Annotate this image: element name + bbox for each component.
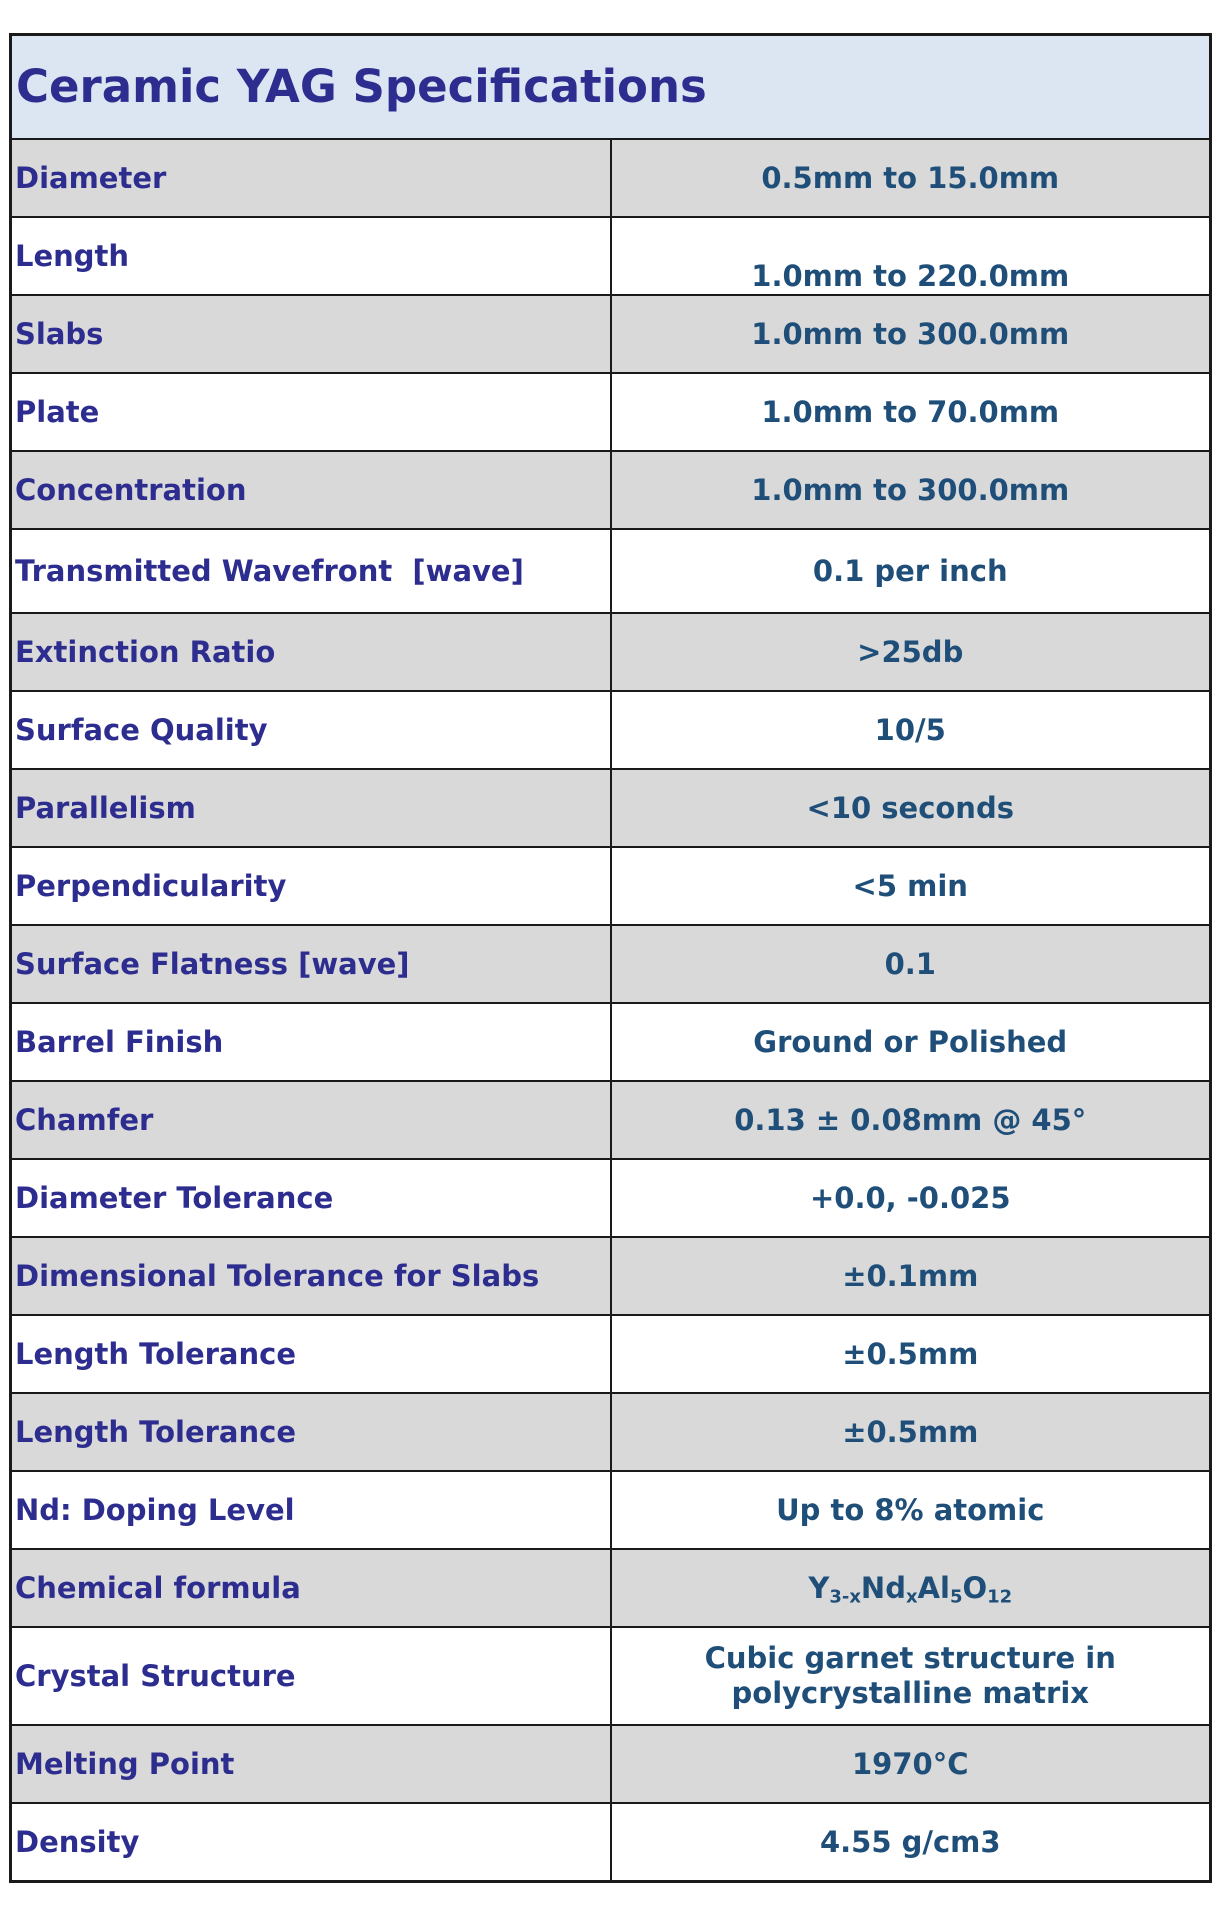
row-label: Parallelism <box>11 769 611 847</box>
value-line: Cubic garnet structure in <box>704 1641 1116 1676</box>
row-value: 0.5mm to 15.0mm <box>611 139 1211 217</box>
row-label: Dimensional Tolerance for Slabs <box>11 1237 611 1315</box>
row-value: +0.0, -0.025 <box>611 1159 1211 1237</box>
row-value: 1.0mm to 220.0mm <box>611 217 1211 295</box>
row-value: 10/5 <box>611 691 1211 769</box>
formula-subscript: 12 <box>987 1586 1013 1608</box>
row-value: <10 seconds <box>611 769 1211 847</box>
row-label: Extinction Ratio <box>11 613 611 691</box>
table-row <box>11 373 1211 451</box>
table-row <box>11 1471 1211 1549</box>
formula-part: Al <box>917 1570 950 1605</box>
row-value: Up to 8% atomic <box>611 1471 1211 1549</box>
row-label: Length Tolerance <box>11 1393 611 1471</box>
row-label: Chemical formula <box>11 1549 611 1627</box>
table-row <box>11 451 1211 529</box>
table-row <box>11 1315 1211 1393</box>
table-row <box>11 529 1211 613</box>
row-label: Barrel Finish <box>11 1003 611 1081</box>
row-label: Diameter <box>11 139 611 217</box>
row-value: 1.0mm to 300.0mm <box>611 295 1211 373</box>
table-row <box>11 1159 1211 1237</box>
row-label: Slabs <box>11 295 611 373</box>
row-value: ±0.5mm <box>611 1315 1211 1393</box>
table-row <box>11 295 1211 373</box>
value-line: polycrystalline matrix <box>731 1676 1089 1710</box>
row-label: Diameter Tolerance <box>11 1159 611 1237</box>
formula-subscript: 5 <box>949 1586 963 1608</box>
row-label: Length Tolerance <box>11 1315 611 1393</box>
row-value: ±0.5mm <box>611 1393 1211 1471</box>
row-label: Surface Quality <box>11 691 611 769</box>
chemical-formula <box>611 1549 1211 1627</box>
row-value <box>611 1627 1211 1725</box>
formula-subscript: x <box>905 1586 918 1608</box>
table-row <box>11 1549 1211 1627</box>
table-row <box>11 217 1211 295</box>
row-value: 0.13 ± 0.08mm @ 45° <box>611 1081 1211 1159</box>
row-label: Density <box>11 1803 611 1882</box>
table-row <box>11 1081 1211 1159</box>
row-label: Melting Point <box>11 1725 611 1803</box>
formula-subscript: 3-x <box>829 1586 861 1608</box>
table-row <box>11 1237 1211 1315</box>
row-label: Nd: Doping Level <box>11 1471 611 1549</box>
row-value: 1.0mm to 300.0mm <box>611 451 1211 529</box>
row-value: 4.55 g/cm3 <box>611 1803 1211 1882</box>
table-title: Ceramic YAG Specifications <box>11 35 1211 140</box>
row-value: ±0.1mm <box>611 1237 1211 1315</box>
row-label: Crystal Structure <box>11 1627 611 1725</box>
table-row <box>11 1003 1211 1081</box>
row-value: <5 min <box>611 847 1211 925</box>
table-row <box>11 691 1211 769</box>
table-row <box>11 925 1211 1003</box>
table-row <box>11 769 1211 847</box>
row-label: Perpendicularity <box>11 847 611 925</box>
row-label: Surface Flatness [wave] <box>11 925 611 1003</box>
title-row <box>11 35 1211 140</box>
formula-part: O <box>962 1570 988 1605</box>
table-row <box>11 613 1211 691</box>
formula-part: Nd <box>860 1570 906 1605</box>
row-label: Length <box>11 217 611 295</box>
row-value: 1970°C <box>611 1725 1211 1803</box>
spec-table <box>9 33 1212 1883</box>
table-row <box>11 1803 1211 1882</box>
table-row <box>11 1393 1211 1471</box>
row-value: 1.0mm to 70.0mm <box>611 373 1211 451</box>
row-label: Concentration <box>11 451 611 529</box>
formula-part: Y <box>808 1570 830 1605</box>
row-value: 0.1 <box>611 925 1211 1003</box>
row-value: >25db <box>611 613 1211 691</box>
table-row <box>11 847 1211 925</box>
table-row <box>11 139 1211 217</box>
row-value: Ground or Polished <box>611 1003 1211 1081</box>
row-label: Transmitted Wavefront [wave] <box>11 529 611 613</box>
row-label: Chamfer <box>11 1081 611 1159</box>
row-label: Plate <box>11 373 611 451</box>
row-value: 0.1 per inch <box>611 529 1211 613</box>
table-row <box>11 1627 1211 1725</box>
table-row <box>11 1725 1211 1803</box>
